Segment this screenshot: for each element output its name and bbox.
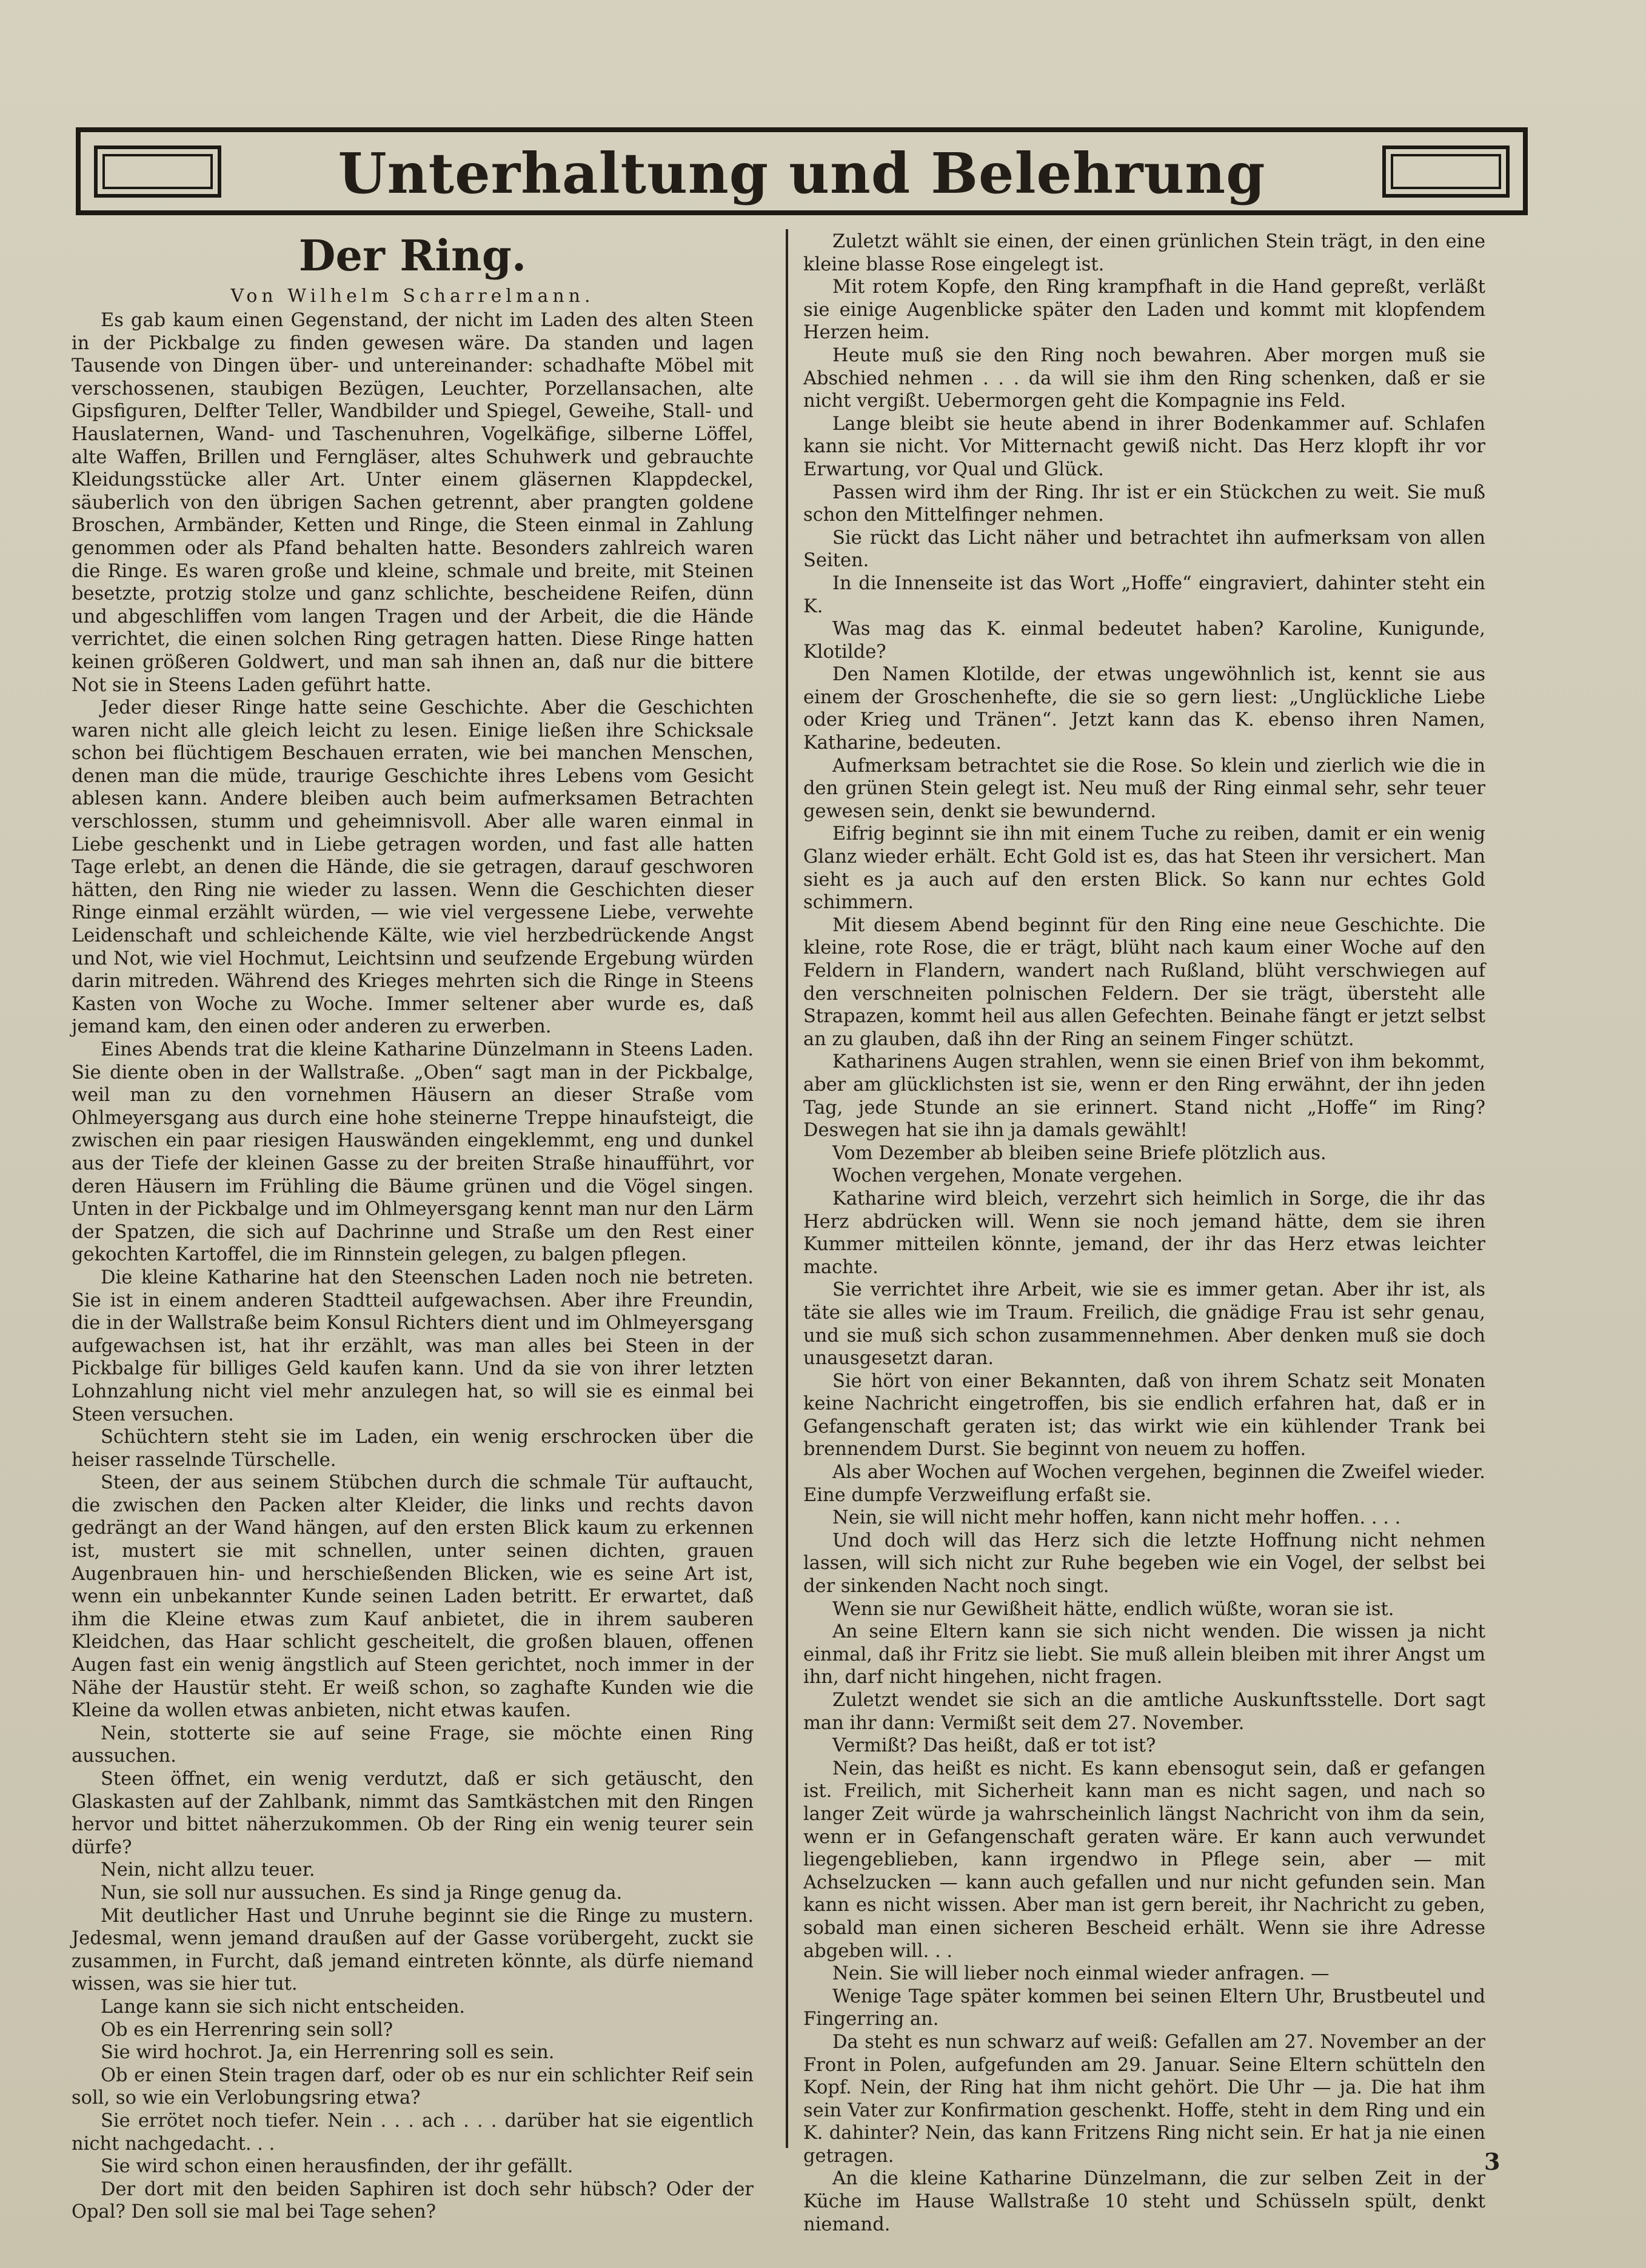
column-divider: [786, 229, 788, 2148]
paragraph: Sie rückt das Licht näher und betrachtet ihn aufmerksam von allen Seiten.: [803, 527, 1485, 572]
paragraph: Ob er einen Stein tragen darf, oder ob es nur ein schlichter Reif sein soll, so wie ein Verlobungsring etwa?: [72, 2064, 754, 2109]
paragraph: Sie errötet noch tiefer. Nein . . . ach . . . darüber hat sie eigentlich nicht nachgedacht. . .: [72, 2110, 754, 2155]
paragraph: Und doch will das Herz sich die letzte Hoffnung nicht nehmen lassen, will sich nicht zur Ruhe begeben wie ein Vogel, der selbst bei der sinkenden Nacht noch singt.: [803, 1530, 1485, 1597]
paragraph: Heute muß sie den Ring noch bewahren. Aber morgen muß sie Abschied nehmen . . . da will sie ihm den Ring schenken, daß er sie nicht vergißt. Uebermorgen geht die Kompagnie ins Feld.: [803, 344, 1485, 412]
section-title: Unterhaltung und Belehrung: [338, 141, 1266, 206]
paragraph: Katharinens Augen strahlen, wenn sie einen Brief von ihm bekommt, aber am glücklichsten ist sie, wenn er den Ring erwähnt, der ihn jeden Tag, jede Stunde an sie erinnert. Stand nicht „Hoffe“ im Ring? Deswegen hat sie ihn ja damals gewählt!: [803, 1051, 1485, 1142]
paragraph: Nein, das heißt es nicht. Es kann ebensogut sein, daß er gefangen ist. Freilich, mit Sicherheit kann man es nicht sagen, und nach so langer Zeit würde ja wahrscheinlich längst Nachricht von ihm da sein, wenn er in Gefangenschaft geraten wäre. Er kann auch verwundet liegengeblieben, kann irgendwo in Pflege sein, aber — mit Achselzucken — kann auch gefallen und nur nicht gefunden sein. Man kann es nicht wissen. Aber man ist gern bereit, ihr Nachricht zu geben, sobald man einen sicheren Bescheid erhält. Wenn sie ihre Adresse abgeben will. . .: [803, 1758, 1485, 1962]
paragraph: Wochen vergehen, Monate vergehen.: [832, 1165, 1183, 1187]
paragraph: Nein. Sie will lieber noch einmal wieder anfragen. —: [832, 1963, 1330, 1985]
paragraph: Mit rotem Kopfe, den Ring krampfhaft in die Hand gepreßt, verläßt sie einige Augenblicke später den Laden und kommt mit klopfendem Herzen heim.: [803, 276, 1485, 344]
paragraph: Sie hört von einer Bekannten, daß von ihrem Schatz seit Monaten keine Nachricht eingetroffen, bis sie endlich erfahren hat, daß er in Gefangenschaft geraten ist; das wirkt wie ein kühlender Trank bei brennendem Durst. Sie beginnt von neuem zu hoffen.: [803, 1370, 1485, 1460]
paragraph: Da steht es nun schwarz auf weiß: Gefallen am 27. November an der Front in Polen, aufgefunden am 29. Januar. Seine Eltern schütteln den Kopf. Nein, der Ring hat ihm nicht gehört. Die Uhr — ja. Die hat ihm sein Vater zur Konfirmation geschenkt. Hoffe, steht in dem Ring und ein K. dahinter? Nein, das kann Fritzens Ring nicht sein. Er hat ja nie einen getragen.: [803, 2031, 1485, 2167]
paragraph: Vom Dezember ab bleiben seine Briefe plötzlich aus.: [832, 1142, 1327, 1164]
paragraph: Eines Abends trat die kleine Katharine Dünzelmann in Steens Laden. Sie diente oben in der Wallstraße. „Oben“ sagt man in der Pickbalge, weil man zu den vornehmen Häusern an dieser Straße vom Ohlmeyersgang aus durch eine hohe steinerne Treppe hinaufsteigt, die zwischen ein paar riesigen Hauswänden eingeklemmt, eng und dunkel aus der Tiefe der kleinen Gasse zu der breiten Straße hinaufführt, vor deren Häusern im Frühling die Bäume grünen und die Vögel singen. Unten in der Pickbalge und im Ohlmeyersgang kennt man nur den Lärm der Spatzen, die sich auf Dachrinne und Straße um den Rest einer gekochten Kartoffel, die im Rinnstein gelegen, zu balgen pflegen.: [72, 1039, 754, 1266]
article-byline: Von Wilhelm Scharrelmann.: [230, 286, 595, 307]
paragraph: Der dort mit den beiden Saphiren ist doch sehr hübsch? Oder der Opal? Den soll sie mal bei Tage sehen?: [72, 2178, 754, 2223]
right-column: [803, 230, 1485, 2235]
paragraph: An seine Eltern kann sie sich nicht wenden. Die wissen ja nicht einmal, daß ihr Fritz sie liebt. Sie muß allein bleiben mit ihrer Angst um ihn, darf nicht hingehen, nicht fragen.: [803, 1621, 1485, 1688]
paragraph: Eifrig beginnt sie ihn mit einem Tuche zu reiben, damit er ein wenig Glanz wieder erhält. Echt Gold ist es, das hat Steen ihr versichert. Man sieht es ja auch auf den ersten Blick. So kann nur echtes Gold schimmern.: [803, 823, 1485, 914]
paragraph: Nein, stotterte sie auf seine Frage, sie möchte einen Ring aussuchen.: [72, 1722, 754, 1767]
paragraph: Sie wird hochrot. Ja, ein Herrenring soll es sein.: [101, 2042, 555, 2064]
left-column-body: [72, 309, 754, 2224]
paragraph: Wenige Tage später kommen bei seinen Eltern Uhr, Brustbeutel und Fingerring an.: [803, 1985, 1485, 2030]
paragraph: Zuletzt wendet sie sich an die amtliche Auskunftsstelle. Dort sagt man ihr dann: Vermißt seit dem 27. November.: [803, 1690, 1485, 1734]
header-ornament-left: [94, 146, 221, 198]
paragraph: Nein, sie will nicht mehr hoffen, kann nicht mehr hoffen. . . .: [832, 1507, 1401, 1529]
paragraph: Sie wird schon einen herausfinden, der ihr gefällt.: [101, 2156, 574, 2178]
paragraph: Den Namen Klotilde, der etwas ungewöhnlich ist, kennt sie aus einem der Groschenhefte, die sie so gern liest: „Unglückliche Liebe oder Krieg und Tränen“. Jetzt kann das K. ebenso ihren Namen, Katharine, bedeuten.: [803, 664, 1485, 754]
paragraph: Lange bleibt sie heute abend in ihrer Bodenkammer auf. Schlafen kann sie nicht. Vor Mitternacht gewiß nicht. Das Herz klopft ihr vor Erwartung, vor Qual und Glück.: [803, 413, 1485, 480]
paragraph: Vermißt? Das heißt, daß er tot ist?: [832, 1735, 1156, 1757]
paragraph: Lange kann sie sich nicht entscheiden.: [101, 1996, 466, 2018]
paragraph: Nun, sie soll nur aussuchen. Es sind ja Ringe genug da.: [101, 1882, 623, 1904]
paragraph: Als aber Wochen auf Wochen vergehen, beginnen die Zweifel wieder. Eine dumpfe Verzweiflung erfaßt sie.: [803, 1462, 1485, 1506]
paragraph: Mit diesem Abend beginnt für den Ring eine neue Geschichte. Die kleine, rote Rose, die er trägt, blüht nach kaum einer Woche auf den Feldern in Flandern, wandert nach Rußland, blüht verschwiegen auf den verschneiten polnischen Feldern. Der sie trägt, übersteht alle Strapazen, kommt heil aus allen Gefechten. Beinahe fängt er jetzt selbst an zu glauben, daß ihn der Ring an seinem Finger schützt.: [803, 914, 1485, 1050]
paragraph: Mit deutlicher Hast und Unruhe beginnt sie die Ringe zu mustern. Jedesmal, wenn jemand draußen auf der Gasse vorübergeht, zuckt sie zusammen, in Furcht, daß jemand eintreten könnte, als dürfe niemand wissen, was sie hier tut.: [72, 1905, 754, 1995]
paragraph: Sie verrichtet ihre Arbeit, wie sie es immer getan. Aber ihr ist, als täte sie alles wie im Traum. Freilich, die gnädige Frau ist sehr genau, und sie muß sich schon zusammennehmen. Aber denken muß sie doch unausgesetzt daran.: [803, 1279, 1485, 1370]
paragraph: Es gab kaum einen Gegenstand, der nicht im Laden des alten Steen in der Pickbalge zu finden gewesen wäre. Da standen und lagen Tausende von Dingen über- und untereinander: schadhafte Möbel mit verschossenen, staubigen Bezügen, Leuchter, Porzellansachen, alte Gipsfiguren, Delfter Teller, Wandbilder und Spiegel, Geweihe, Stall- und Hauslaternen, Wand- und Taschenuhren, Vogelkäfige, silberne Löffel, alte Waffen, Brillen und Ferngläser, altes Schuhwerk und gebrauchte Kleidungsstücke aller Art. Unter einem gläsernen Klappdeckel, säuberlich von den übrigen Sachen getrennt, aber prangten goldene Broschen, Armbänder, Ketten und Ringe, die Steen einmal in Zahlung genommen oder als Pfand behalten hatte. Besonders zahlreich waren die Ringe. Es waren große und kleine, schmale und breite, mit Steinen besetzte, protzig stolze und ganz schlichte, bescheidene Reifen, dünn und abgeschliffen vom langen Tragen und der Arbeit, die die Hände verrichtet, die einen solchen Ring getragen hatten. Diese Ringe hatten keinen größeren Goldwert, und man sah ihnen an, daß nur die bittere Not sie in Steens Laden geführt hatte.: [72, 310, 754, 696]
paragraph: Schüchtern steht sie im Laden, ein wenig erschrocken über die heiser rasselnde Türschelle.: [72, 1427, 754, 1471]
paragraph: Steen öffnet, ein wenig verdutzt, daß er sich getäuscht, den Glaskasten auf der Zahlbank, nimmt das Samtkästchen mit den Ringen hervor und bittet näherzukommen. Ob der Ring ein wenig teurer sein dürfe?: [72, 1768, 754, 1858]
paragraph: Wenn sie nur Gewißheit hätte, endlich wüßte, woran sie ist.: [832, 1598, 1394, 1620]
paragraph: Steen, der aus seinem Stübchen durch die schmale Tür auftaucht, die zwischen den Packen alter Kleider, die links und rechts davon gedrängt an der Wand hängen, auf den ersten Blick kaum zu erkennen ist, mustert sie mit schnellen, unter seinen dichten, grauen Augenbrauen hin- und herschießenden Blicken, wie es seine Art ist, wenn ein unbekannter Kunde seinen Laden betritt. Er erwartet, daß ihm die Kleine etwas zum Kauf anbietet, die in ihrem sauberen Kleidchen, das Haar schlicht gescheitelt, die großen blauen, offenen Augen fast ein wenig ängstlich auf Steen gerichtet, noch immer in der Nähe der Haustür steht. Er weiß schon, so zaghafte Kunden wie die Kleine da wollen etwas anbieten, nicht etwas kaufen.: [72, 1472, 754, 1722]
paragraph: Katharine wird bleich, verzehrt sich heimlich in Sorge, die ihr das Herz abdrücken will. Wenn sie noch jemand hätte, dem sie ihren Kummer mitteilen könnte, jemand, der ihr das Herz etwas leichter machte.: [803, 1188, 1485, 1278]
paragraph: Ob es ein Herrenring sein soll?: [101, 2019, 393, 2041]
paragraph: Aufmerksam betrachtet sie die Rose. So klein und zierlich wie die in den grünen Stein gelegt ist. Neu muß der Ring einmal sehr, sehr teuer gewesen sein, denkt sie bewundernd.: [803, 755, 1485, 822]
paragraph: Was mag das K. einmal bedeutet haben? Karoline, Kunigunde, Klotilde?: [803, 618, 1485, 663]
article-title: Der Ring.: [298, 230, 527, 281]
left-column: [72, 230, 754, 2223]
header-ornament-right: [1382, 146, 1510, 198]
paragraph: In die Innenseite ist das Wort „Hoffe“ eingraviert, dahinter steht ein K.: [803, 572, 1485, 617]
right-column-body: [803, 230, 1485, 2236]
paragraph: Die kleine Katharine hat den Steenschen Laden noch nie betreten. Sie ist in einem anderen Stadtteil aufgewachsen. Aber ihre Freundin, die in der Wallstraße beim Konsul Richters dient und im Ohlmeyersgang aufgewachsen ist, hat ihr erzählt, was man alles bei Steen in der Pickbalge für billiges Geld kaufen kann. Und da sie von ihrer letzten Lohnzahlung nicht viel mehr anzulegen hat, so will sie es einmal bei Steen versuchen.: [72, 1266, 754, 1425]
paragraph: Nein, nicht allzu teuer.: [101, 1859, 315, 1881]
section-header: [76, 127, 1528, 215]
paragraph: Passen wird ihm der Ring. Ihr ist er ein Stückchen zu weit. Sie muß schon den Mittelfinger nehmen.: [803, 481, 1485, 526]
paragraph: Zuletzt wählt sie einen, der einen grünlichen Stein trägt, in den eine kleine blasse Rose eingelegt ist.: [803, 231, 1485, 275]
paragraph: An die kleine Katharine Dünzelmann, die zur selben Zeit in der Küche im Hause Wallstraße 10 steht und Schüsseln spült, denkt niemand.: [803, 2168, 1485, 2235]
page-number: 3: [1484, 2148, 1500, 2175]
paragraph: Jeder dieser Ringe hatte seine Geschichte. Aber die Geschichten waren nicht alle gleich leicht zu lesen. Einige ließen ihre Schicksale schon bei flüchtigem Beschauen erraten, wie bei manchen Menschen, denen man die müde, traurige Geschichte ihres Lebens vom Gesicht ablesen kann. Andere bleiben auch beim aufmerksamen Betrachten verschlossen, stumm und geheimnisvoll. Aber alle waren einmal in Liebe geschenkt und in Liebe getragen worden, und fast alle hatten Tage erlebt, an denen die Hände, die sie getragen, darauf geschworen hätten, den Ring nie wieder zu lassen. Wenn die Geschichten dieser Ringe einmal erzählt würden, — wie viel vergessene Liebe, verwehte Leidenschaft und schleichende Kälte, wie viel herzbedrückende Angst und Not, wie viel Hochmut, Leichtsinn und seufzende Ergebung würden darin mitreden. Während des Krieges mehrten sich die Ringe in Steens Kasten von Woche zu Woche. Immer seltener aber wurde es, daß jemand kam, den einen oder anderen zu erwerben.: [72, 697, 754, 1038]
